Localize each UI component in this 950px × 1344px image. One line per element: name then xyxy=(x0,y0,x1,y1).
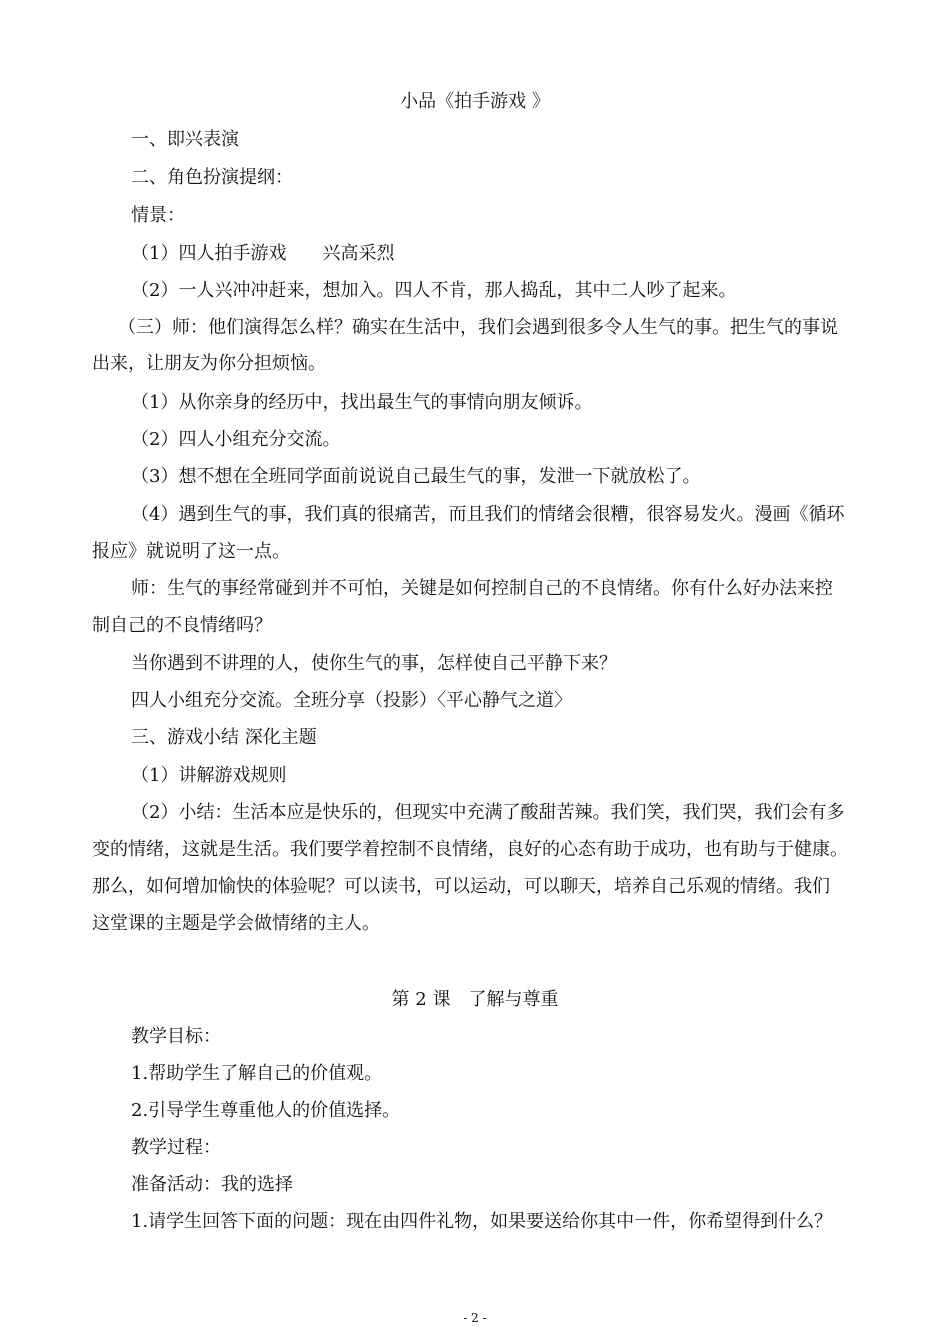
paragraph-line: 四人小组充分交流。全班分享（投影）〈平心静气之道〉 xyxy=(131,690,572,711)
paragraph-line: 2.引导学生尊重他人的价值选择。 xyxy=(131,1100,401,1121)
paragraph-line: 教学过程： xyxy=(131,1137,221,1158)
page-number: - 2 - xyxy=(463,1311,487,1325)
paragraph-line: 那么，如何增加愉快的体验呢？可以读书，可以运动，可以聊天，培养自己乐观的情绪。我们 xyxy=(92,876,830,897)
paragraph-line: （1）讲解游戏规则 xyxy=(131,765,287,786)
paragraph-line: 这堂课的主题是学会做情绪的主人。 xyxy=(92,913,380,934)
section-title: 第 2 课 了解与尊重 xyxy=(391,989,559,1010)
paragraph-line: 二、角色扮演提纲： xyxy=(131,167,293,188)
paragraph-line: （三）师：他们演得怎么样？确实在生活中，我们会遇到很多令人生气的事。把生气的事说 xyxy=(118,317,838,338)
paragraph-line: （2）小结：生活本应是快乐的，但现实中充满了酸甜苦辣。我们笑，我们哭，我们会有多 xyxy=(131,802,845,823)
section-title: 小品《拍手游戏 》 xyxy=(400,91,550,112)
paragraph-line: （2）一人兴冲冲赶来，想加入。四人不肯，那人捣乱，其中二人吵了起来。 xyxy=(131,280,737,301)
paragraph-line: （3）想不想在全班同学面前说说自己最生气的事，发泄一下就放松了。 xyxy=(131,466,701,487)
paragraph-line: 1.请学生回答下面的问题：现在由四件礼物，如果要送给你其中一件，你希望得到什么？ xyxy=(131,1211,833,1232)
paragraph-line: 三、游戏小结 深化主题 xyxy=(131,727,317,748)
paragraph-line: 准备活动：我的选择 xyxy=(131,1174,293,1195)
paragraph-line: 当你遇到不讲理的人，使你生气的事，怎样使自己平静下来？ xyxy=(131,653,617,674)
paragraph-line: 1.帮助学生了解自己的价值观。 xyxy=(131,1063,383,1084)
paragraph-line: （4）遇到生气的事，我们真的很痛苦，而且我们的情绪会很糟，很容易发火。漫画《循环 xyxy=(131,504,845,525)
paragraph-line: 教学目标： xyxy=(131,1026,221,1047)
paragraph-line: 师：生气的事经常碰到并不可怕，关键是如何控制自己的不良情绪。你有什么好办法来控 xyxy=(131,578,833,599)
paragraph-line: 制自己的不良情绪吗？ xyxy=(92,615,272,636)
paragraph-line: 出来，让朋友为你分担烦恼。 xyxy=(92,353,326,374)
paragraph-line: 变的情绪，这就是生活。我们要学着控制不良情绪，良好的心态有助于成功，也有助与于健康。 xyxy=(92,839,848,860)
paragraph-line: 情景： xyxy=(131,205,185,226)
paragraph-line: 一、即兴表演 xyxy=(131,129,239,150)
paragraph-line: （1）从你亲身的经历中，找出最生气的事情向朋友倾诉。 xyxy=(131,392,593,413)
paragraph-line: （1）四人拍手游戏 兴高采烈 xyxy=(131,243,395,264)
paragraph-line: （2）四人小组充分交流。 xyxy=(131,429,341,450)
paragraph-line: 报应》就说明了这一点。 xyxy=(92,541,290,562)
